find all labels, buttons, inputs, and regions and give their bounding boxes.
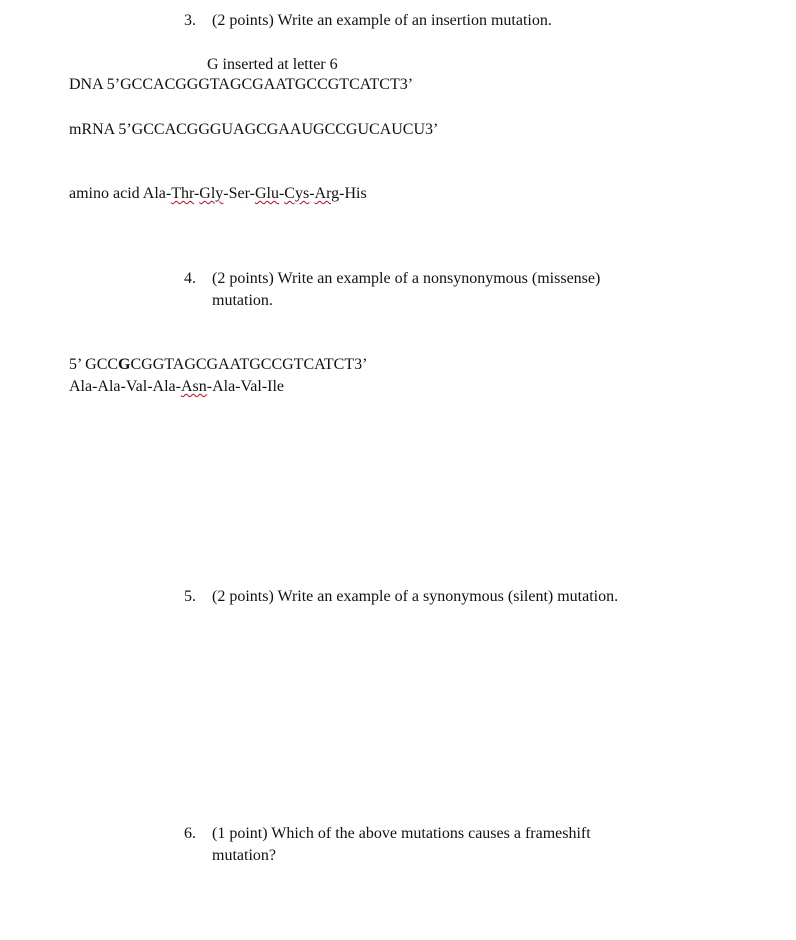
question-5-text: (2 points) Write an example of a synonymous (silent) mutation.: [212, 588, 619, 605]
amino-acid-glu: Glu: [254, 185, 279, 202]
amino-acid-cys: Cys: [284, 185, 310, 202]
missense-amino-acids: [69, 376, 284, 397]
question-4-text-line1: (2 points) Write an example of a nonsynonymous (missense): [212, 270, 601, 287]
amino-acid-prefix: amino acid Ala-: [69, 185, 172, 202]
question-6-text-line2: mutation?: [212, 847, 276, 864]
question-3: [184, 10, 552, 31]
question-3-text: (2 points) Write an example of an insertion mutation.: [212, 12, 552, 29]
dna-sequence-line: [69, 74, 413, 95]
amino-acid-arg: Arg: [314, 185, 340, 202]
missense-aa-end: -Ala-Val-Ile: [206, 378, 285, 395]
amino-acid-thr: Thr: [171, 185, 194, 202]
question-6: [184, 823, 591, 844]
mrna-label: mRNA: [69, 121, 115, 138]
mrna-sequence-line: [69, 119, 438, 140]
insertion-note: G inserted at letter 6: [207, 56, 338, 73]
dna-sequence: 5’GCCACGGGTAGCGAATGCCGTCATCT3’: [106, 76, 414, 93]
amino-acid-asn: Asn: [180, 378, 207, 395]
dna-label: DNA: [69, 76, 103, 93]
question-3-number: 3.: [184, 12, 196, 29]
amino-acid-ser: Ser: [228, 185, 250, 202]
question-4-number: 4.: [184, 270, 196, 287]
amino-acid-gly: Gly: [199, 185, 224, 202]
missense-seq-start: 5’ GCC: [69, 356, 119, 373]
missense-sequence: [69, 354, 367, 375]
question-4: [184, 268, 600, 289]
amino-acid-his: His: [344, 185, 367, 202]
missense-aa-start: Ala-Ala-Val-Ala-: [69, 378, 181, 395]
question-5: [184, 586, 618, 607]
question-5-number: 5.: [184, 588, 196, 605]
missense-seq-end: CGGTAGCGAATGCCGTCATCT3’: [130, 356, 368, 373]
question-6-number: 6.: [184, 825, 196, 842]
mrna-sequence: 5’GCCACGGGUAGCGAAUGCCGUCAUCU3’: [118, 121, 439, 138]
amino-acid-line: amino acid Ala-Thr-Gly-Ser-Glu-Cys-Arg-His: [69, 185, 367, 202]
question-4-text-line2: mutation.: [212, 292, 273, 309]
missense-mutated-base: G: [118, 356, 131, 373]
question-6-text-line1: (1 point) Which of the above mutations causes a frameshift: [212, 825, 591, 842]
